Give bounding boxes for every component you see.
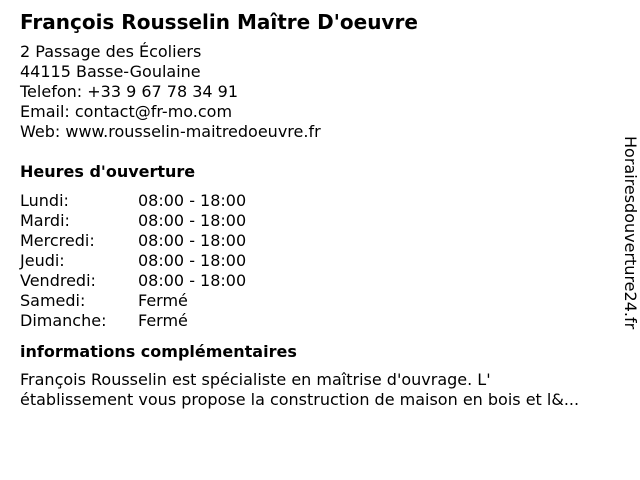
- opening-hours-table: [20, 191, 620, 331]
- hours-row-friday: [20, 271, 620, 291]
- hours-time: 08:00 - 18:00: [138, 211, 247, 230]
- hours-row-wednesday: [20, 231, 620, 251]
- hours-day: Vendredi:: [20, 271, 96, 290]
- additional-info-heading: informations complémentaires: [20, 342, 297, 361]
- business-name: François Rousselin Maître D'oeuvre: [20, 10, 418, 34]
- hours-day: Dimanche:: [20, 311, 107, 330]
- hours-time: Fermé: [138, 291, 188, 310]
- email-line: Email: contact@fr-mo.com: [20, 102, 233, 121]
- hours-row-sunday: [20, 311, 620, 331]
- hours-day: Mardi:: [20, 211, 70, 230]
- contact-block: [20, 42, 620, 142]
- hours-row-thursday: [20, 251, 620, 271]
- address-line-1: 2 Passage des Écoliers: [20, 42, 202, 61]
- hours-time: 08:00 - 18:00: [138, 191, 247, 210]
- hours-time: 08:00 - 18:00: [138, 251, 247, 270]
- hours-day: Samedi:: [20, 291, 86, 310]
- hours-row-saturday: [20, 291, 620, 311]
- opening-hours-heading: Heures d'ouverture: [20, 162, 196, 181]
- hours-day: Mercredi:: [20, 231, 95, 250]
- hours-day: Lundi:: [20, 191, 69, 210]
- additional-info-text: [20, 370, 630, 410]
- hours-time: 08:00 - 18:00: [138, 231, 247, 250]
- hours-time: Fermé: [138, 311, 188, 330]
- website-line: Web: www.rousselin-maitredoeuvre.fr: [20, 122, 321, 141]
- address-line-2: 44115 Basse-Goulaine: [20, 62, 201, 81]
- hours-time: 08:00 - 18:00: [138, 271, 247, 290]
- hours-row-monday: [20, 191, 620, 211]
- hours-day: Jeudi:: [20, 251, 65, 270]
- hours-row-tuesday: [20, 211, 620, 231]
- business-card: [20, 10, 620, 410]
- site-watermark: Horairesdouverture24.fr: [621, 136, 640, 330]
- info-line-2: établissement vous propose la construction de maison en bois et l&...: [20, 390, 580, 409]
- info-line-1: François Rousselin est spécialiste en maîtrise d'ouvrage. L': [20, 370, 491, 389]
- phone-line: Telefon: +33 9 67 78 34 91: [20, 82, 239, 101]
